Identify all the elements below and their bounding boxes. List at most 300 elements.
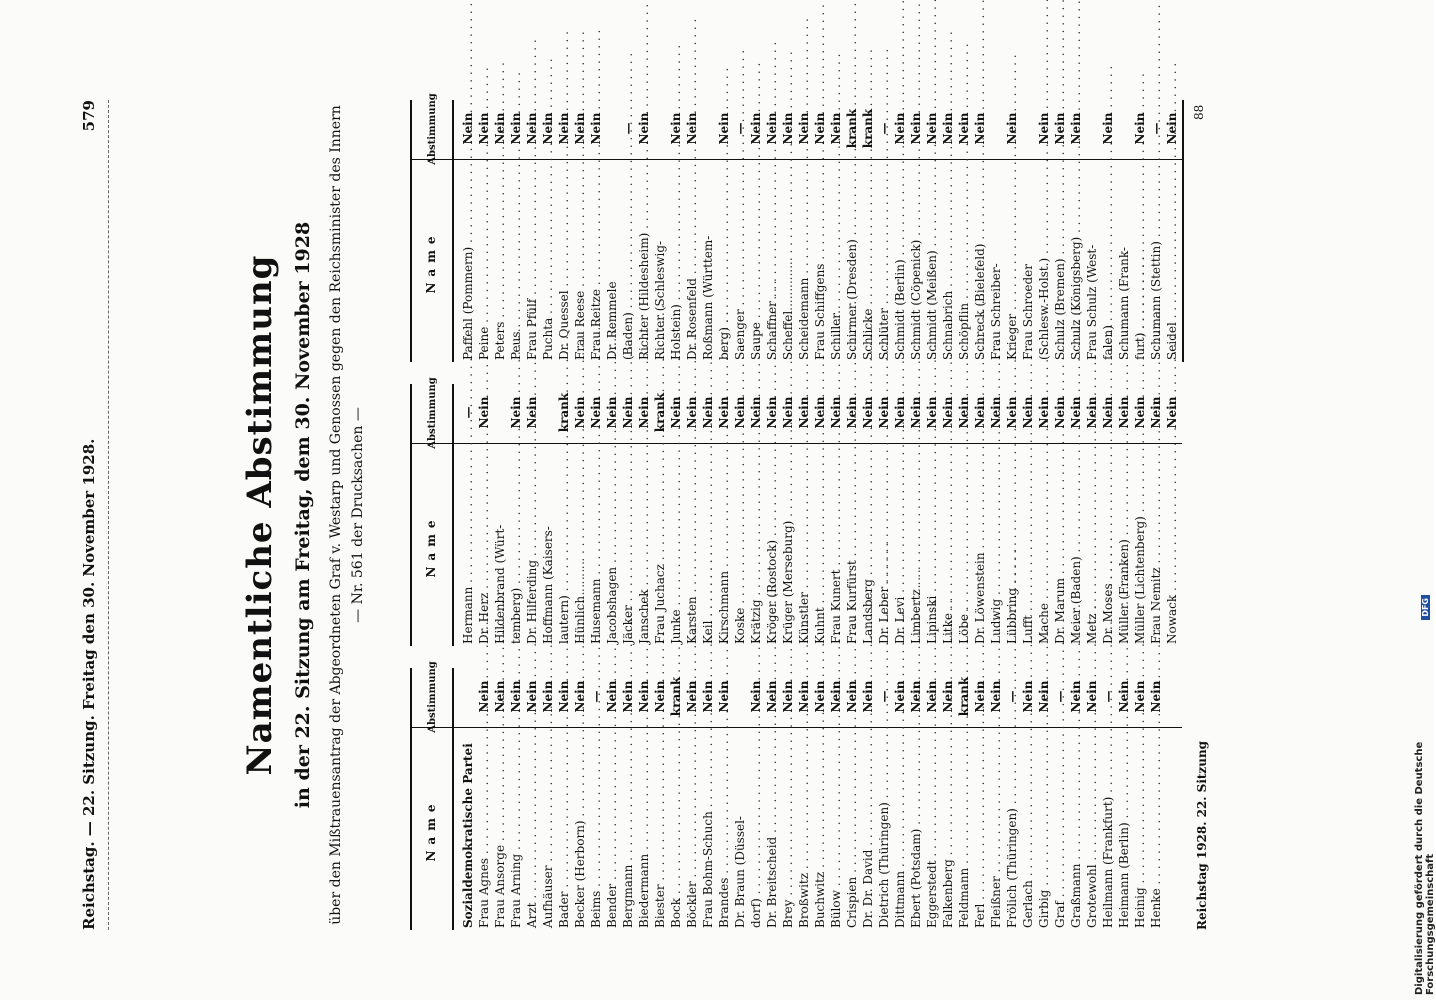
digitization-note: [1414, 595, 1436, 995]
vote-value: Nein: [477, 396, 491, 429]
table-row: [1036, 100, 1052, 362]
member-name: berg) . . .: [716, 164, 732, 360]
table-row: [812, 100, 828, 362]
table-row: [748, 100, 764, 362]
vote-value: —: [733, 122, 747, 135]
table-row: [508, 384, 524, 646]
member-name: Scheidemann . . .: [796, 164, 812, 360]
member-name: Ebert (Potsdam) . . .: [908, 732, 924, 928]
table-row: [604, 100, 620, 362]
member-name: Dr. Breitscheid . . .: [764, 732, 780, 928]
vote-value: Nein: [1133, 680, 1147, 713]
member-name: Bock . . .: [668, 732, 684, 928]
vote-value: Nein: [541, 680, 555, 713]
table-row: [860, 384, 876, 646]
table-row: [940, 668, 956, 930]
vote-value: Nein: [1005, 396, 1019, 429]
vote-header: Abstimmung: [412, 99, 452, 160]
member-name: Müller (Lichtenberg) . . .: [1132, 448, 1148, 644]
member-name: Frau Juchacz . . .: [652, 448, 668, 644]
member-name: Schöpflin . . .: [956, 164, 972, 360]
party-heading: [460, 668, 476, 930]
table-row: [780, 384, 796, 646]
vote-value: Nein: [813, 680, 827, 713]
member-name: Biedermann . . .: [636, 732, 652, 928]
vote-column-3: [410, 93, 1182, 362]
member-name: Puchta . . .: [540, 164, 556, 360]
member-name: Schmidt (Berlin) . . .: [892, 164, 908, 360]
member-name: Schreck (Bielefeld) . . .: [972, 164, 988, 360]
vote-value: —: [621, 122, 635, 135]
rotated-document: [80, 93, 1320, 930]
table-row: [972, 100, 988, 362]
table-row: [668, 668, 684, 930]
vote-value: Nein: [1053, 112, 1067, 145]
member-name: Meier (Baden) . . .: [1068, 448, 1084, 644]
member-name: Schumann (Frank-: [1117, 247, 1131, 360]
vote-value: Nein: [1069, 680, 1083, 713]
member-name: Müller (Franken) . . .: [1116, 448, 1132, 644]
member-name: Hoffmann (Kaisers-: [541, 526, 555, 644]
table-row: [1116, 668, 1132, 930]
table-row: [924, 384, 940, 646]
member-name: Buchwitz . . .: [812, 732, 828, 928]
table-row: [1036, 668, 1052, 930]
member-name: Hildenbrand (Würt-: [493, 524, 507, 644]
vote-value: Nein: [829, 396, 843, 429]
member-name: Dr. Dr. David . . .: [860, 732, 876, 928]
member-name: Saupe . . .: [748, 164, 764, 360]
vote-value: Nein: [973, 112, 987, 145]
table-row: [828, 668, 844, 930]
name-header: Name: [424, 514, 438, 578]
member-name: Aufhäuser . . .: [540, 732, 556, 928]
member-name: Heilmann (Frankfurt) . . .: [1100, 732, 1116, 928]
column-end-rule: [1182, 100, 1184, 362]
vote-value: Nein: [861, 396, 875, 429]
table-row: [972, 384, 988, 646]
vote-header: Abstimmung: [412, 383, 452, 444]
table-row: [1020, 384, 1036, 646]
vote-value: Nein: [989, 680, 1003, 713]
member-name: Husemann . . .: [588, 448, 604, 644]
table-row: [908, 100, 924, 362]
table-row: [572, 384, 588, 646]
vote-value: —: [1005, 690, 1019, 703]
vote-value: Nein: [909, 112, 923, 145]
table-row: [780, 100, 796, 362]
table-row: [764, 100, 780, 362]
vote-value: Nein: [701, 396, 715, 429]
member-name: Heimann (Berlin) . . .: [1116, 732, 1132, 928]
vote-value: Nein: [1101, 112, 1115, 145]
table-row: [1116, 384, 1132, 646]
table-row: [732, 384, 748, 646]
table-row: [1100, 100, 1116, 362]
vote-value: —: [589, 690, 603, 703]
vote-value: —: [461, 406, 475, 419]
member-name: Paffehl (Pommern) . . .: [460, 164, 476, 360]
column-header: [412, 93, 454, 362]
table-row: [860, 668, 876, 930]
member-name: Dr. Löwenstein . . .: [972, 448, 988, 644]
vote-value: Nein: [605, 680, 619, 713]
table-row: [1052, 384, 1068, 646]
table-row: [844, 668, 860, 930]
member-name: Scheffel . . .: [780, 164, 796, 360]
member-name: Schumann (Stettin) . . .: [1148, 164, 1164, 360]
table-row: [812, 384, 828, 646]
member-name: Roßmann (Württem-: [701, 235, 715, 360]
member-name: Dr. Rosenfeld . . .: [684, 164, 700, 360]
member-name: Frau Schreiber-: [989, 263, 1003, 360]
vote-value: Nein: [893, 680, 907, 713]
vote-value: krank: [557, 392, 571, 433]
member-name: Keil . . .: [700, 448, 716, 644]
member-name: Koske . . .: [732, 448, 748, 644]
vote-value: Nein: [525, 112, 539, 145]
member-name: Arzt . . .: [524, 732, 540, 928]
column-header: [412, 377, 454, 646]
vote-value: Nein: [1037, 112, 1051, 145]
table-row: [1148, 668, 1164, 930]
table-row: [620, 668, 636, 930]
vote-value: Nein: [637, 396, 651, 429]
member-name: Mache . . .: [1036, 448, 1052, 644]
member-name: Limbertz . . .: [908, 448, 924, 644]
footer-text: Reichstag 1928. 22. Sitzung: [1195, 740, 1209, 930]
vote-value: Nein: [509, 112, 523, 145]
header-text: Reichstag. — 22. Sitzung. Freitag den 30. November 1928.: [80, 438, 98, 930]
vote-value: Nein: [653, 680, 667, 713]
table-row: [1068, 100, 1084, 362]
vote-value: Nein: [989, 396, 1003, 429]
member-name: Schmidt (Cöpenick) . . .: [908, 164, 924, 360]
member-name: Dittmann . . .: [892, 732, 908, 928]
member-name: Böckler . . .: [684, 732, 700, 928]
member-name: Hünlich . . .: [572, 448, 588, 644]
member-name: Schiller . . .: [828, 164, 844, 360]
vote-value: Nein: [749, 680, 763, 713]
table-row: [572, 100, 588, 362]
vote-value: Nein: [1117, 396, 1131, 429]
member-name: Krieger . . .: [1004, 164, 1020, 360]
vote-value: Nein: [1037, 680, 1051, 713]
table-row: [508, 100, 524, 362]
member-name: Frau Schulz (West-: [1085, 244, 1099, 360]
vote-value: Nein: [509, 396, 523, 429]
vote-value: Nein: [541, 112, 555, 145]
table-row: [636, 100, 652, 362]
member-name: Falkenberg . . .: [940, 732, 956, 928]
column-rows: [460, 668, 1164, 930]
member-name: Eggerstedt . . .: [924, 732, 940, 928]
table-row: [988, 384, 1004, 646]
member-name: Löbe . . .: [956, 448, 972, 644]
table-row: [556, 384, 572, 646]
member-name: Kröger (Rostock) . . .: [764, 448, 780, 644]
table-row: [956, 384, 972, 646]
member-name: Schulz (Königsberg) . . .: [1068, 164, 1084, 360]
member-name: Dietrich (Thüringen) . . .: [876, 732, 892, 928]
vote-value: Nein: [685, 112, 699, 145]
member-name: Frau Pfülf . . .: [524, 164, 540, 360]
vote-value: Nein: [669, 396, 683, 429]
member-name: Seidel . . .: [1164, 164, 1180, 360]
table-row: [1020, 668, 1036, 930]
table-row: [892, 100, 908, 362]
table-row: [684, 100, 700, 362]
member-name: Dr. Marum . . .: [1052, 448, 1068, 644]
table-row: [668, 384, 684, 646]
member-name: Girbig . . .: [1036, 732, 1052, 928]
table-row: [652, 384, 668, 646]
table-row: [700, 384, 716, 646]
member-name: Broßwitz . . .: [796, 732, 812, 928]
table-row: [716, 668, 732, 930]
vote-value: Nein: [973, 680, 987, 713]
member-name: furt) . . .: [1132, 164, 1148, 360]
table-row: [572, 668, 588, 930]
table-row: [1020, 100, 1036, 362]
member-name: Frau Kunert . . .: [828, 448, 844, 644]
table-row: [476, 668, 492, 930]
vote-value: Nein: [749, 396, 763, 429]
vote-value: Nein: [685, 396, 699, 429]
table-row: [1084, 668, 1100, 930]
member-name: Schirmer (Dresden) . . .: [844, 164, 860, 360]
member-name: Becker (Herborn) . . .: [572, 732, 588, 928]
page-title: Namentliche Abstimmung: [240, 254, 280, 776]
table-row: [588, 384, 604, 646]
vote-value: Nein: [893, 112, 907, 145]
vote-value: Nein: [813, 112, 827, 145]
table-row: [556, 100, 572, 362]
table-row: [652, 100, 668, 362]
member-name: Dr. Quessel . . .: [556, 164, 572, 360]
member-name: Lufft . . .: [1020, 448, 1036, 644]
table-row: [1068, 384, 1084, 646]
member-name: Frau Kurfürst . . .: [844, 448, 860, 644]
table-row: [1004, 668, 1020, 930]
vote-value: Nein: [765, 396, 779, 429]
table-row: [620, 100, 636, 362]
vote-value: Nein: [669, 112, 683, 145]
vote-value: Nein: [797, 112, 811, 145]
table-row: [956, 100, 972, 362]
table-row: [588, 100, 604, 362]
table-row: [828, 100, 844, 362]
vote-value: Nein: [845, 396, 859, 429]
table-row: [764, 668, 780, 930]
member-name: Graf . . .: [1052, 732, 1068, 928]
table-row: [924, 100, 940, 362]
member-name: Peine . . .: [476, 164, 492, 360]
table-row: [652, 668, 668, 930]
vote-value: —: [1053, 690, 1067, 703]
member-name: (Baden) . . .: [620, 164, 636, 360]
member-name: Grotewohl . . .: [1084, 732, 1100, 928]
member-name: Peters . . .: [492, 164, 508, 360]
vote-value: Nein: [829, 112, 843, 145]
vote-value: Nein: [637, 680, 651, 713]
vote-value: Nein: [1085, 680, 1099, 713]
member-name: Dr. Hilferding . . .: [524, 448, 540, 644]
table-row: [460, 100, 476, 362]
table-row: [716, 384, 732, 646]
vote-value: Nein: [765, 112, 779, 145]
member-name: Krüger (Merseburg) . . .: [780, 448, 796, 644]
table-row: [908, 668, 924, 930]
vote-value: Nein: [1085, 396, 1099, 429]
member-name: Dr. Moses . . .: [1100, 448, 1116, 644]
table-row: [956, 668, 972, 930]
vote-value: Nein: [925, 112, 939, 145]
table-row: [892, 668, 908, 930]
member-name: Peus . . .: [508, 164, 524, 360]
vote-column-2: [410, 377, 1182, 646]
vote-value: Nein: [573, 112, 587, 145]
vote-value: Nein: [973, 396, 987, 429]
vote-value: —: [877, 690, 891, 703]
member-name: Brandes . . .: [716, 732, 732, 928]
table-row: [1036, 384, 1052, 646]
member-name: Junke . . .: [668, 448, 684, 644]
member-name: Holstein) . . .: [668, 164, 684, 360]
table-row: [1116, 100, 1132, 362]
member-name: Jäcker . . .: [620, 448, 636, 644]
vote-value: Nein: [781, 680, 795, 713]
vote-value: —: [877, 122, 891, 135]
table-row: [1004, 384, 1020, 646]
vote-value: Nein: [1069, 112, 1083, 145]
table-row: [796, 384, 812, 646]
member-name: Landsberg . . .: [860, 448, 876, 644]
vote-value: Nein: [493, 680, 507, 713]
vote-value: Nein: [1133, 112, 1147, 145]
member-name: Bender . . .: [604, 732, 620, 928]
vote-value: krank: [861, 108, 875, 149]
vote-value: Nein: [685, 680, 699, 713]
vote-value: Nein: [925, 396, 939, 429]
member-name: (Schlesw.-Holst.) . . .: [1036, 164, 1052, 360]
table-row: [476, 100, 492, 362]
table-row: [636, 668, 652, 930]
table-row: [780, 668, 796, 930]
dfg-logo: DFG: [1421, 595, 1430, 620]
member-name: Sozialdemokratische Partei: [461, 743, 475, 928]
vote-value: Nein: [1069, 396, 1083, 429]
table-row: [796, 668, 812, 930]
vote-value: Nein: [1133, 396, 1147, 429]
member-name: Frau Schiffgens . . .: [812, 164, 828, 360]
table-row: [732, 100, 748, 362]
member-name: Karsten . . .: [684, 448, 700, 644]
member-name: Richter (Hildesheim) . . .: [636, 164, 652, 360]
member-name: Fleißner . . .: [988, 732, 1004, 928]
vote-value: Nein: [589, 396, 603, 429]
vote-value: Nein: [733, 396, 747, 429]
member-name: Lübbring . . .: [1004, 448, 1020, 644]
table-row: [940, 100, 956, 362]
table-row: [1004, 100, 1020, 362]
vote-value: Nein: [525, 396, 539, 429]
table-row: [1100, 384, 1116, 646]
vote-value: Nein: [717, 680, 731, 713]
table-row: [828, 384, 844, 646]
table-row: [908, 384, 924, 646]
table-row: [604, 384, 620, 646]
member-name: Richter (Schleswig-: [653, 240, 667, 360]
member-name: Saenger . . .: [732, 164, 748, 360]
table-row: [460, 384, 476, 646]
member-name: Metz . . .: [1084, 448, 1100, 644]
member-name: Heinig . . .: [1132, 732, 1148, 928]
table-row: [1148, 384, 1164, 646]
vote-value: Nein: [605, 396, 619, 429]
table-row: [684, 668, 700, 930]
vote-value: Nein: [717, 112, 731, 145]
member-name: Kuhnt . . .: [812, 448, 828, 644]
vote-value: Nein: [477, 112, 491, 145]
vote-value: Nein: [1021, 680, 1035, 713]
table-row: [876, 100, 892, 362]
vote-value: Nein: [493, 112, 507, 145]
vote-value: Nein: [477, 680, 491, 713]
vote-value: Nein: [941, 396, 955, 429]
member-name: Frau Nemitz . . .: [1148, 448, 1164, 644]
vote-value: Nein: [1037, 396, 1051, 429]
page-subtitle: in der 22. Sitzung am Freitag, dem 30. November 1928: [292, 221, 314, 809]
table-row: [1164, 384, 1180, 646]
vote-value: Nein: [781, 396, 795, 429]
member-name: Schaffner . . .: [764, 164, 780, 360]
member-name: Bergmann . . .: [620, 732, 636, 928]
member-name: Henke . . .: [1148, 732, 1164, 928]
vote-value: Nein: [797, 680, 811, 713]
table-row: [924, 668, 940, 930]
vote-value: Nein: [1165, 112, 1179, 145]
member-name: Frölich (Thüringen) . . .: [1004, 732, 1020, 928]
digitization-text: Digitalisierung gefördert durch die Deutsche Forschungsgemeinschaft: [1414, 741, 1436, 995]
member-name: Schnabrich . . .: [940, 164, 956, 360]
table-row: [700, 100, 716, 362]
table-row: [988, 100, 1004, 362]
vote-value: krank: [669, 676, 683, 717]
table-row: [1068, 668, 1084, 930]
description-line-2: — Nr. 561 der Drucksachen —: [350, 407, 366, 623]
member-name: Frau Ansorge . . .: [492, 732, 508, 928]
table-row: [988, 668, 1004, 930]
vote-value: Nein: [573, 396, 587, 429]
description: [325, 100, 369, 930]
member-name: Bader . . .: [556, 732, 572, 928]
member-name: Schlicke . . .: [860, 164, 876, 360]
table-row: [860, 100, 876, 362]
column-rows: [460, 100, 1180, 362]
vote-value: Nein: [909, 396, 923, 429]
vote-column-1: [410, 661, 1182, 930]
member-name: Dr. Levi . . .: [892, 448, 908, 644]
vote-value: Nein: [797, 396, 811, 429]
member-name: Lipinski . . .: [924, 448, 940, 644]
member-name: Crispien . . .: [844, 732, 860, 928]
vote-value: Nein: [909, 680, 923, 713]
member-name: Krätzig . . .: [748, 448, 764, 644]
table-row: [1164, 100, 1180, 362]
vote-value: Nein: [637, 112, 651, 145]
table-row: [876, 668, 892, 930]
